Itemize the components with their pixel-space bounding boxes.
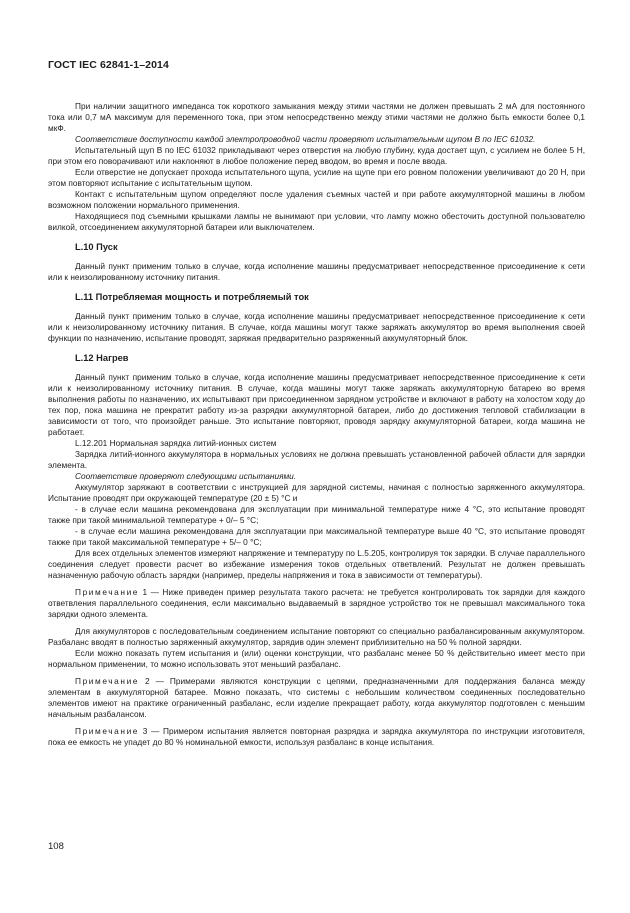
paragraph: Испытательный щуп B по IEC 61032 прикладывают через отверстия на любую глубину, куда достает щуп, с усилием не более 5 Н, при этом его поворачивают или наклоняют в любое положение перед вводом, во время и после ввода. [48, 145, 585, 166]
paragraph: Данный пункт применим только в случае, когда исполнение машины предусматривает непосредственное присоединение к сети или к неизолированному источнику питания. В случае, когда машины могут также заряжать аккумулятор во время выполнения своей функции по назначению, испытание проводят, заряжая предварительно разряженный аккумуляторный блок. [48, 311, 585, 343]
note-paragraph [48, 676, 585, 720]
paragraph: Находящиеся под съемными крышками лампы не вынимают при условии, что лампу можно обесточить доступной пользователю вилкой, отсоединением аккумуляторной батареи или выключателем. [48, 211, 585, 232]
document-header: ГОСТ IEC 62841-1–2014 [48, 59, 169, 71]
document-body [48, 101, 585, 748]
note-label: Примечание [75, 726, 140, 736]
paragraph: Данный пункт применим только в случае, когда исполнение машины предусматривает непосредственное присоединение к сети или к неизолированному источнику питания. [48, 261, 585, 282]
italic-paragraph: Соответствие проверяют следующими испытаниями. [75, 471, 297, 481]
note-label: Примечание [75, 587, 140, 597]
section-heading: L.12 Нагрев [75, 353, 129, 363]
paragraph: Для аккумуляторов с последовательным соединением испытание повторяют со специально разбалансированным аккумулятором. Разбаланс вводят в полностью заряженный аккумулятор, зарядив один элемент приблизительно на 50 % полной зарядки. [48, 626, 585, 647]
paragraph: Если отверстие не допускает прохода испытательного щупа, усилие на щупе при его ровном положении увеличивают до 20 Н, при этом повторяют испытание с испытательным щупом. [48, 167, 585, 188]
paragraph: Зарядка литий-ионного аккумулятора в нормальных условиях не должна превышать установленной рабочей области для зарядки элемента. [48, 449, 585, 470]
section-heading: L.11 Потребляемая мощность и потребляемый ток [75, 292, 309, 302]
paragraph: Для всех отдельных элементов измеряют напряжение и температуру по L.5.205, контролируя ток зарядки. В случае параллельного соединения следует провести расчет во избежание измерения токов отдельных ответвлений. Результат не должен превышать назначенную рабочую область зарядки (например, пределы напряжения и тока в зависимости от температуры). [48, 548, 585, 580]
paragraph: - в случае если машина рекомендована для эксплуатации при максимальной температуре выше 40 °С, это испытание проводят также при такой максимальной температуре + 5/– 0 °С; [48, 526, 585, 547]
paragraph: Контакт с испытательным щупом определяют после удаления съемных частей и при работе аккумуляторной машины в любом возможном положении нормального применения. [48, 189, 585, 210]
paragraph: Аккумулятор заряжают в соответствии с инструкцией для зарядной системы, начиная с полностью заряженного аккумулятора. Испытание проводят при окружающей температуре (20 ± 5) °С и [48, 482, 585, 503]
paragraph: Данный пункт применим только в случае, когда исполнение машины предусматривает непосредственное присоединение к сети или к неизолированному источнику питания. В случае, когда машины могут также заряжать аккумуляторную батарею во время выполнения работы по назначению, их испытывают при присоединенном зарядном устройстве и включают в работу на холостом ходу до тех пор, пока машина не прекратит работу из-за разрядки аккумуляторной батареи, либо до достижения тепловой стабилизации в зависимости от того, что произойдет раньше. Это испытание повторяют, проводя зарядку аккумуляторной батареи, когда машина не работает. [48, 372, 585, 437]
note-text: 1 — Ниже приведен пример результата такого расчета: не требуется контролировать ток зарядки для каждого ответвления параллельного соединения, если максимально выдаваемый в зарядное устройство ток не превышал максимального тока зарядки одного элемента. [48, 587, 585, 619]
note-paragraph [48, 726, 585, 748]
section-heading: L.10 Пуск [75, 242, 118, 252]
paragraph: - в случае если машина рекомендована для эксплуатации при минимальной температуре ниже 4 °С, это испытание проводят также при такой минимальной температуре + 0/– 5 °С; [48, 504, 585, 525]
note-paragraph [48, 587, 585, 620]
paragraph: Если можно показать путем испытания и (или) оценки конструкции, что разбаланс менее 50 % действительно имеет место при нормальном применении, то можно использовать этот меньший разбаланс. [48, 648, 585, 669]
paragraph: L.12.201 Нормальная зарядка литий-ионных систем [75, 438, 277, 448]
page-number: 108 [48, 841, 64, 852]
note-text: 2 — Примерами являются конструкции с цепями, предназначенными для поддержания баланса между элементам в аккумуляторной батарее. Можно показать, что системы с небольшим количеством соединенных последовательно элементов имеют на практике ограниченный разбаланс, если изделие прекращает работу, когда аккумулятор подготовлен с меньшим начальным разбалансом. [48, 676, 585, 719]
italic-paragraph: Соответствие доступности каждой электропроводной части проверяют испытательным щупом B по IEC 61032. [75, 134, 536, 144]
paragraph: При наличии защитного импеданса ток короткого замыкания между этими частями не должен превышать 2 мА для постоянного тока или 0,7 мА максимум для переменного тока, при этом непосредственно между этими частями не должно быть емкости более 0,1 мкФ. [48, 101, 585, 133]
note-text: 3 — Примером испытания является повторная разрядка и зарядка аккумулятора по инструкции изготовителя, пока ее емкость не упадет до 80 % номинальной емкости, используя разбаланс в конце испытания. [48, 726, 585, 747]
note-label: Примечание [75, 676, 140, 686]
